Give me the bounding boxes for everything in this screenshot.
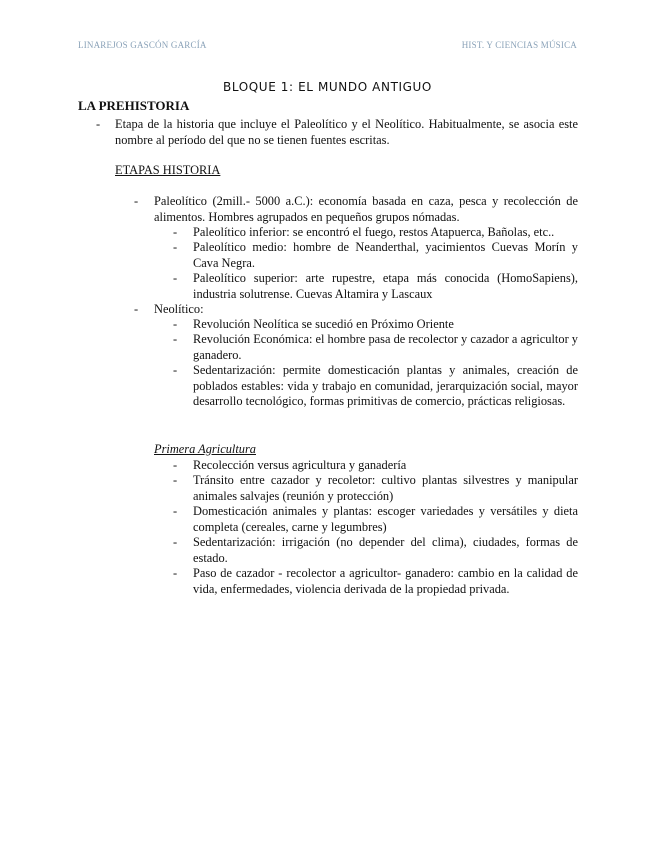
bullet-dash: - [173, 240, 178, 254]
bullet-dash: - [173, 566, 178, 580]
neolitico-item: Revolución Económica: el hombre pasa de recolector y cazador a agricultor y ganadero. [193, 332, 578, 362]
agricultura-item: Sedentarización: irrigación (no depender del clima), ciudades, formas de estado. [193, 535, 578, 565]
bullet-dash: - [134, 194, 139, 208]
agricultura-heading: Primera Agricultura [154, 442, 256, 456]
neolitico-item: Sedentarización: permite domesticación plantas y animales, creación de poblados estables: vida y trabajo en comunidad, jerarquización social, mayor desarrollo tecnológico, formas primitivas de comercio, prácticas religiosas. [193, 363, 578, 409]
header-author: LINAREJOS GASCÓN GARCÍA [78, 40, 207, 50]
bullet-dash: - [173, 535, 178, 549]
agricultura-item: Paso de cazador - recolector a agricultor- ganadero: cambio en la calidad de vida, enfermedades, violencia derivada de la propiedad privada. [193, 566, 578, 596]
section-heading: LA PREHISTORIA [78, 98, 190, 113]
agricultura-item: Recolección versus agricultura y ganadería [193, 458, 407, 472]
paleolitico-text: Paleolítico (2mill.- 5000 a.C.): economía basada en caza, pesca y recolección de alimentos. Hombres agrupados en pequeños grupos nómadas. [154, 194, 578, 224]
document-title: BLOQUE 1: EL MUNDO ANTIGUO [223, 80, 432, 94]
neolitico-text: Neolítico: [154, 302, 204, 316]
bullet-dash: - [173, 225, 178, 239]
bullet-dash: - [173, 458, 178, 472]
bullet-dash: - [96, 117, 101, 131]
bullet-dash: - [173, 332, 178, 346]
paleolitico-item: Paleolítico medio: hombre de Neanderthal, yacimientos Cuevas Morín y Cava Negra. [193, 240, 578, 270]
bullet-dash: - [173, 271, 178, 285]
bullet-dash: - [173, 317, 178, 331]
paleolitico-item: Paleolítico inferior: se encontró el fuego, restos Atapuerca, Bañolas, etc.. [193, 225, 555, 239]
paleolitico-item: Paleolítico superior: arte rupestre, etapa más conocida (HomoSapiens), industria solutrense. Cuevas Altamira y Lascaux [193, 271, 578, 301]
bullet-dash: - [134, 302, 139, 316]
header-subject: HIST. Y CIENCIAS MÚSICA [461, 40, 577, 50]
intro-paragraph: Etapa de la historia que incluye el Paleolítico y el Neolítico. Habitualmente, se asocia este nombre al período del que no se tienen fuentes escritas. [115, 117, 578, 147]
etapas-heading: ETAPAS HISTORIA [115, 163, 221, 177]
agricultura-item: Tránsito entre cazador y recoletor: cultivo plantas silvestres y manipular animales salvajes (reunión y protección) [193, 473, 578, 503]
bullet-dash: - [173, 504, 178, 518]
bullet-dash: - [173, 363, 178, 377]
agricultura-item: Domesticación animales y plantas: escoger variedades y versátiles y dieta completa (cereales, carne y legumbres) [193, 504, 578, 534]
neolitico-item: Revolución Neolítica se sucedió en Próximo Oriente [193, 317, 454, 331]
bullet-dash: - [173, 473, 178, 487]
